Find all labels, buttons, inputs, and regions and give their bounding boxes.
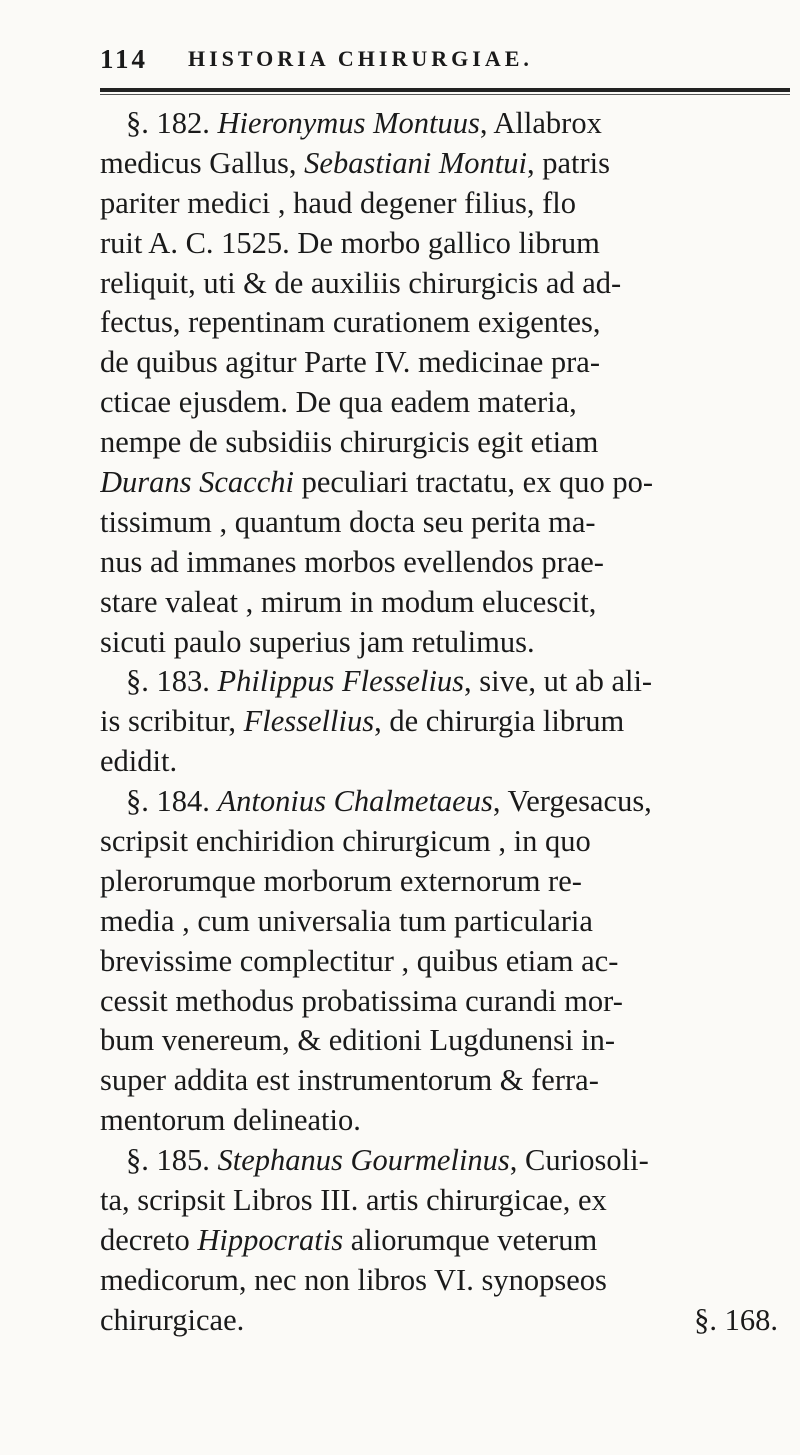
paragraph-185-line: ta, scripsit Libros III. artis chirurgicae, ex <box>100 1183 607 1218</box>
paragraph-183-line: §. 183. Philippus Flesselius, sive, ut ab ali- <box>126 664 653 699</box>
paragraph-182-line: ruit A. C. 1525. De morbo gallico librum <box>100 225 600 260</box>
paragraph-183-line: is scribitur, Flessellius, de chirurgia librum <box>100 704 625 739</box>
paragraph-184-line: mentorum delineatio. <box>100 1103 361 1138</box>
paragraph-184-line: plerorumque morborum externorum re- <box>100 863 582 898</box>
paragraph-182-line: nus ad immanes morbos evellendos prae- <box>100 544 604 579</box>
paragraph-182-line: sicuti paulo superius jam retulimus. <box>100 624 535 659</box>
paragraph-182-line: reliquit, uti & de auxiliis chirurgicis ad ad- <box>100 265 622 300</box>
catchword: §. 168. <box>694 1302 778 1337</box>
person-name: Antonius Chalmetaeus <box>217 784 493 819</box>
paragraph-184-line: cessit methodus probatissima curandi mor- <box>100 983 623 1018</box>
paragraph-185-line: §. 185. Stephanus Gourmelinus, Curiosoli- <box>126 1143 649 1178</box>
page-number: 114 <box>100 44 149 74</box>
running-head <box>100 40 780 80</box>
paragraph-182-line: Durans Scacchi peculiari tractatu, ex quo po- <box>100 465 654 500</box>
person-name: Philippus Flesselius <box>217 664 465 699</box>
person-name: Flessellius <box>243 704 375 739</box>
paragraph-184-line: bum venereum, & editioni Lugdunensi in- <box>100 1023 616 1058</box>
paragraph-185-line: medicorum, nec non libros VI. synopseos <box>100 1262 607 1297</box>
paragraph-182-line: tissimum , quantum docta seu perita ma- <box>100 504 596 539</box>
header-rule-thin <box>100 94 790 95</box>
paragraph-184-line: scripsit enchiridion chirurgicum , in quo <box>100 824 591 859</box>
paragraph-182-line: nempe de subsidiis chirurgicis egit etiam <box>100 425 599 460</box>
paragraph-182-line: de quibus agitur Parte IV. medicinae pra- <box>100 345 600 380</box>
body-text <box>100 104 800 1341</box>
person-name: Durans Scacchi <box>100 465 294 500</box>
person-name: Stephanus Gourmelinus <box>217 1143 510 1178</box>
paragraph-182-line: medicus Gallus, Sebastiani Montui, patris <box>100 145 610 180</box>
paragraph-182-line: §. 182. Hieronymus Montuus, Allabrox <box>126 106 602 140</box>
person-name: Hieronymus Montuus <box>217 106 480 140</box>
paragraph-185-line: chirurgicae. §. 168. <box>100 1301 800 1341</box>
paragraph-184-line: §. 184. Antonius Chalmetaeus, Vergesacus, <box>126 784 652 819</box>
paragraph-184-line: brevissime complectitur , quibus etiam ac- <box>100 943 619 978</box>
paragraph-182-line: pariter medici , haud degener filius, flo <box>100 185 576 220</box>
person-name: Sebastiani Montui <box>304 145 527 180</box>
paragraph-183-line: edidit. <box>100 744 178 779</box>
paragraph-184-line: super addita est instrumentorum & ferra- <box>100 1063 599 1098</box>
person-name: Hippocratis <box>197 1222 344 1257</box>
paragraph-184-line: media , cum universalia tum particularia <box>100 903 593 938</box>
paragraph-185-line: decreto Hippocratis aliorumque veterum <box>100 1222 598 1257</box>
paragraph-182-line: stare valeat , mirum in modum elucescit, <box>100 584 597 619</box>
running-title: HISTORIA CHIRURGIAE. <box>188 46 533 71</box>
header-rule <box>100 88 790 92</box>
paragraph-182-line: fectus, repentinam curationem exigentes, <box>100 305 601 340</box>
paragraph-182-line: cticae ejusdem. De qua eadem materia, <box>100 385 577 420</box>
